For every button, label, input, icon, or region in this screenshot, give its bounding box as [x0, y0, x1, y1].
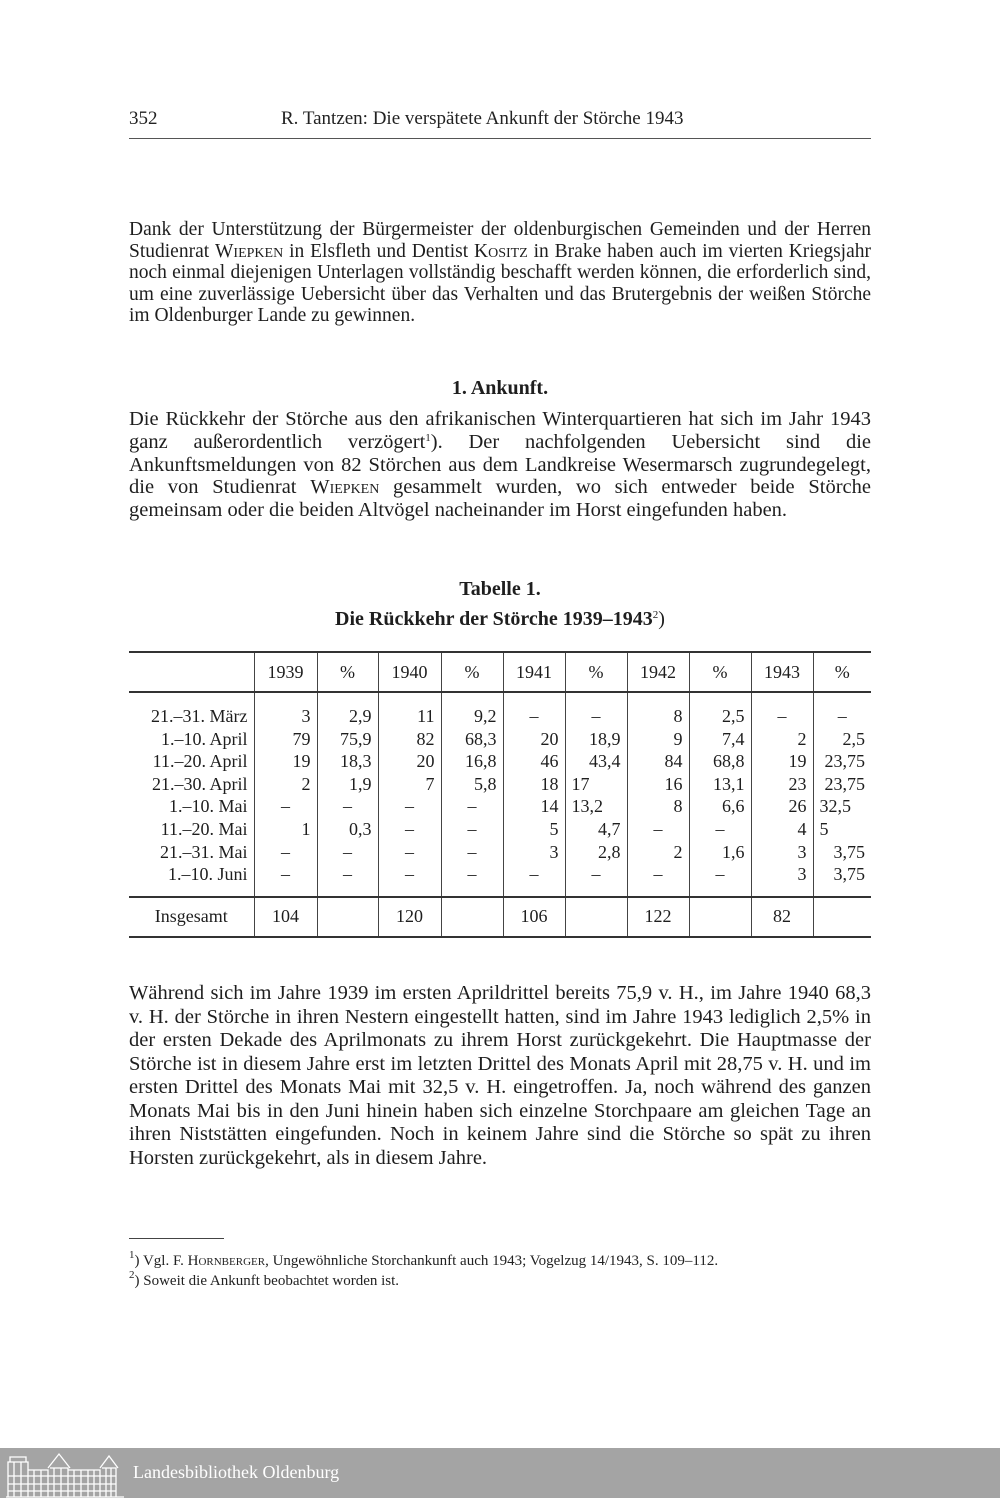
totals-row [129, 897, 871, 937]
footnote-rule [129, 1238, 224, 1239]
pct-cell: 1,9 [317, 773, 378, 796]
count-cell: 8 [627, 795, 689, 818]
count-cell: 11 [378, 692, 441, 728]
table-row [129, 863, 871, 897]
text-run: Dank der Unterstützung der Bürgermeister der oldenburgischen Gemeinden und der Herren Studienrat [129, 219, 871, 262]
footnote-mark: 2 [129, 1269, 135, 1281]
count-cell: 14 [503, 795, 565, 818]
footnote-1 [129, 1249, 719, 1270]
count-cell: 79 [254, 728, 317, 751]
library-name[interactable]: Landesbibliothek Oldenburg [133, 1462, 340, 1482]
pct-cell: 2,5 [813, 728, 871, 751]
table-row [129, 818, 871, 841]
count-cell: 18 [503, 773, 565, 796]
pct-cell: – [689, 818, 751, 841]
count-cell: – [503, 863, 565, 897]
count-cell: 19 [254, 750, 317, 773]
discussion-paragraph: Während sich im Jahre 1939 im ersten Aprildrittel bereits 75,9 v. H., im Jahre 1940 68,3 v. H. der Störche in ihren Nestern eingestellt hatten, sind im Jahre 1943 lediglich 2,5% in der ersten Dekade des Aprilmonats zu ihrem Horst zurückgekehrt. Die Hauptmasse der Störche ist in diesem Jahre erst im letzten Drittel des Monats April mit 28,75 v. H. und im ersten Drittel des Monats Mai mit 32,5 v. H. eingetroffen. Ja, noch während des ganzen Monats Mai bis in den Juni hinein haben sich einzelne Storchpaare am gleichen Tage an ihren Niststätten eingefunden. Noch in keinem Jahre sind die Störche so spät zu ihren Horsten zurückgekehrt, als in diesem Jahre. [129, 982, 871, 1169]
pct-cell: – [565, 863, 627, 897]
table-row [129, 692, 871, 728]
period-label: 1.–10. Mai [169, 796, 248, 817]
count-cell: – [751, 692, 813, 728]
pct-cell: 7,4 [689, 728, 751, 751]
person-name: Kositz [474, 240, 528, 262]
text-run: ) Vgl. F. [134, 1253, 188, 1269]
count-cell: – [627, 863, 689, 897]
footnote-mark: 1 [129, 1249, 135, 1261]
table-title [129, 608, 871, 631]
count-cell: 7 [378, 773, 441, 796]
intro-paragraph [129, 219, 871, 327]
pct-cell: 9,2 [441, 692, 503, 728]
text-run: ) Soweit die Ankunft beobachtet worden ist. [134, 1273, 400, 1289]
text-run: Die Rückkehr der Störche aus den afrikanischen Winterquartieren hat sich im Jahr 1943 ganz außerordentlich verzögert [129, 408, 871, 453]
pct-cell: 5 [813, 818, 871, 841]
header-cell: 1939 [254, 652, 317, 692]
count-cell: 8 [627, 692, 689, 728]
text-run: in Elsfleth und Dentist [283, 240, 474, 262]
count-cell: 82 [378, 728, 441, 751]
pct-cell: 18,3 [317, 750, 378, 773]
table-row [129, 728, 871, 751]
header-cell: % [689, 652, 751, 692]
pct-cell: 2,9 [317, 692, 378, 728]
count-cell: 1 [254, 818, 317, 841]
period-label: 21.–30. April [151, 773, 248, 794]
count-cell: 5 [503, 818, 565, 841]
header-cell: 1941 [503, 652, 565, 692]
running-head [129, 106, 871, 136]
footnote-ref[interactable]: 1 [425, 431, 431, 444]
pct-cell: – [441, 863, 503, 897]
count-cell: 3 [503, 841, 565, 864]
period-label: 11.–20. April [152, 751, 248, 772]
count-cell: 20 [378, 750, 441, 773]
header-cell: % [441, 652, 503, 692]
period-label: 1.–10. Juni [167, 864, 248, 885]
period-label: 1.–10. April [160, 728, 248, 749]
count-cell: – [627, 818, 689, 841]
running-title: R. Tantzen: Die verspätete Ankunft der Störche 1943 [281, 108, 684, 129]
pct-cell: 3,75 [813, 863, 871, 897]
pct-cell: 3,75 [813, 841, 871, 864]
pct-cell: 2,5 [689, 692, 751, 728]
count-cell: – [378, 841, 441, 864]
text-run: in Brake haben auch im vierten Kriegsjahr noch einmal diejenigen Unterlagen vollständig beschafft werden können, die erforderlich sind, um eine zuverlässige Uebersicht über das Verhalten und das Brutergebnis der weißen Störche im Oldenburger Lande zu gewinnen. [129, 240, 871, 327]
table-row [129, 750, 871, 773]
count-cell: 26 [751, 795, 813, 818]
count-cell: 19 [751, 750, 813, 773]
header-rule [129, 138, 871, 139]
text-run: gesammelt wurden, wo sich entweder beide Störche gemeinsam oder die beiden Altvögel nacheinander im Horst eingefunden haben. [129, 476, 871, 522]
pct-cell: – [317, 863, 378, 897]
total-cell [441, 897, 503, 937]
period-label: 21.–31. März [151, 706, 248, 726]
pct-cell: – [813, 692, 871, 728]
text-run: ). Der nachfolgenden Uebersicht sind die Ankunftsmeldungen von 82 Störchen aus dem Landkreise Wesermarsch zugrundegelegt, die von Studienrat [129, 430, 871, 499]
pct-cell: 23,75 [813, 750, 871, 773]
pct-cell: 16,8 [441, 750, 503, 773]
header-cell: % [813, 652, 871, 692]
count-cell: 2 [751, 728, 813, 751]
pct-cell: 68,3 [441, 728, 503, 751]
pct-cell: 1,6 [689, 841, 751, 864]
table-label: Tabelle 1. [459, 578, 541, 600]
count-cell: 20 [503, 728, 565, 751]
person-name: Wiepken [215, 240, 284, 262]
pct-cell: 6,6 [689, 795, 751, 818]
library-footer-bar [0, 1448, 1000, 1498]
count-cell: – [254, 841, 317, 864]
pct-cell: 13,1 [689, 773, 751, 796]
footnote-ref[interactable]: 2 [652, 609, 659, 621]
library-building-icon [6, 1448, 124, 1498]
total-cell [565, 897, 627, 937]
header-cell [129, 652, 254, 692]
pct-cell: 0,3 [317, 818, 378, 841]
table-row [129, 795, 871, 818]
pct-cell: 17 [565, 773, 627, 796]
pct-cell: 2,8 [565, 841, 627, 864]
table-row [129, 841, 871, 864]
count-cell: – [378, 818, 441, 841]
pct-cell: 18,9 [565, 728, 627, 751]
period-label: 21.–31. Mai [160, 841, 248, 862]
pct-cell: 23,75 [813, 773, 871, 796]
section-paragraph [129, 408, 871, 522]
total-cell: 82 [751, 897, 813, 937]
header-cell: 1943 [751, 652, 813, 692]
pct-cell: 43,4 [565, 750, 627, 773]
pct-cell: 75,9 [317, 728, 378, 751]
pct-cell: 32,5 [813, 795, 871, 818]
pct-cell: – [317, 795, 378, 818]
total-cell: 120 [378, 897, 441, 937]
count-cell: – [254, 795, 317, 818]
stork-return-table [129, 651, 871, 938]
page-number: 352 [129, 108, 158, 129]
period-label: 11.–20. Mai [160, 818, 248, 839]
pct-cell: 5,8 [441, 773, 503, 796]
total-cell [689, 897, 751, 937]
person-name: Hornberger [187, 1253, 266, 1269]
count-cell: – [503, 692, 565, 728]
header-cell: % [317, 652, 378, 692]
count-cell: 9 [627, 728, 689, 751]
pct-cell: 68,8 [689, 750, 751, 773]
count-cell: 84 [627, 750, 689, 773]
person-name: Wiepken [310, 476, 380, 499]
count-cell: 46 [503, 750, 565, 773]
paren: ) [658, 608, 665, 630]
total-cell: 104 [254, 897, 317, 937]
total-cell [317, 897, 378, 937]
count-cell: – [378, 863, 441, 897]
text-run: , Ungewöhnliche Storchankunft auch 1943; Vogelzug 14/1943, S. 109–112. [265, 1253, 719, 1269]
count-cell: – [254, 863, 317, 897]
count-cell: 3 [751, 863, 813, 897]
count-cell: 2 [254, 773, 317, 796]
table-title-text: Die Rückkehr der Störche 1939–1943 [335, 608, 653, 630]
pct-cell: – [565, 692, 627, 728]
pct-cell: – [441, 818, 503, 841]
count-cell: 3 [254, 692, 317, 728]
count-cell: 23 [751, 773, 813, 796]
total-cell [813, 897, 871, 937]
header-cell: 1942 [627, 652, 689, 692]
count-cell: 4 [751, 818, 813, 841]
count-cell: 3 [751, 841, 813, 864]
header-cell: 1940 [378, 652, 441, 692]
pct-cell: – [689, 863, 751, 897]
total-cell: 122 [627, 897, 689, 937]
footnote-2 [129, 1269, 400, 1290]
count-cell: 2 [627, 841, 689, 864]
table-header-row [129, 652, 871, 692]
count-cell: 16 [627, 773, 689, 796]
totals-label: Insgesamt [129, 897, 254, 937]
count-cell: – [378, 795, 441, 818]
pct-cell: – [317, 841, 378, 864]
section-heading: 1. Ankunft. [451, 377, 549, 399]
pct-cell: – [441, 841, 503, 864]
header-cell: % [565, 652, 627, 692]
pct-cell: 13,2 [565, 795, 627, 818]
total-cell: 106 [503, 897, 565, 937]
table-row [129, 773, 871, 796]
pct-cell: 4,7 [565, 818, 627, 841]
pct-cell: – [441, 795, 503, 818]
